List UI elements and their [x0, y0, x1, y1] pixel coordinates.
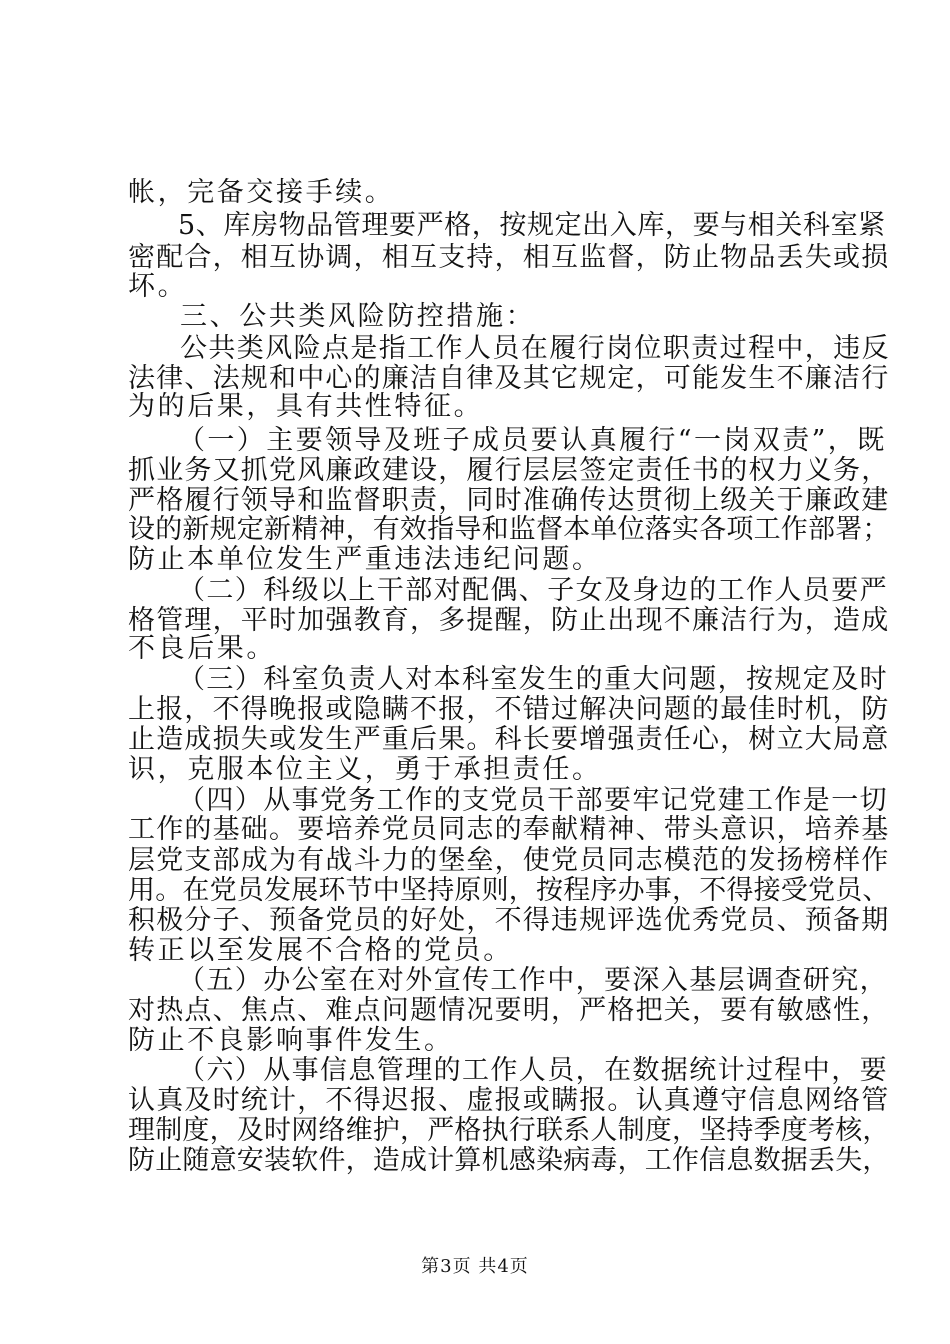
section-heading: 三、公共类风险防控措施： [180, 301, 536, 332]
text-line: 积极分子、预备党员的好处，不得违规评选优秀党员、预备期 [128, 905, 890, 936]
text-line: 理制度，及时网络维护，严格执行联系人制度，坚持季度考核， [128, 1115, 890, 1146]
text-line: （一）主要领导及班子成员要认真履行“一岗双责”，既 [178, 425, 887, 456]
text-line: 防止随意安装软件，造成计算机感染病毒，工作信息数据丢失， [128, 1145, 890, 1176]
text-line: 帐，完备交接手续。 [128, 177, 395, 208]
text-line: 认真及时统计，不得迟报、虚报或瞒报。认真遵守信息网络管 [128, 1085, 890, 1116]
text-line: （五）办公室在对外宣传工作中，要深入基层调查研究， [178, 965, 888, 996]
text-line: 止造成损失或发生严重后果。科长要增强责任心，树立大局意 [128, 724, 890, 755]
text-line: 不良后果。 [128, 633, 276, 664]
text-line: 防止本单位发生严重违法违纪问题。 [128, 544, 602, 575]
text-line: （二）科级以上干部对配偶、子女及身边的工作人员要严 [178, 575, 888, 606]
text-line: 转正以至发展不合格的党员。 [128, 935, 513, 966]
text-line: 设的新规定新精神，有效指导和监督本单位落实各项工作部署； [128, 514, 890, 545]
text-line: 层党支部成为有战斗力的堡垒，使党员同志模范的发扬榜样作 [128, 845, 890, 876]
page-number: 第3页 共4页 [421, 1256, 529, 1277]
text-line: 法律、法规和中心的廉洁自律及其它规定，可能发生不廉洁行 [128, 363, 890, 394]
text-line: 公共类风险点是指工作人员在履行岗位职责过程中，违反 [180, 333, 890, 364]
text-line: 密配合，相互协调，相互支持，相互监督，防止物品丢失或损 [128, 242, 890, 273]
text-line: 5、库房物品管理要严格，按规定出入库，要与相关科室紧 [178, 210, 886, 241]
text-line: 为的后果，具有共性特征。 [128, 391, 484, 422]
text-line: 防止不良影响事件发生。 [128, 1025, 454, 1056]
text-line: 识，克服本位主义，勇于承担责任。 [128, 754, 602, 785]
text-line: 坏。 [128, 271, 188, 302]
text-line: 用。在党员发展环节中坚持原则，按程序办事，不得接受党员、 [128, 875, 890, 906]
text-line: （四）从事党务工作的支党员干部要牢记党建工作是一切 [178, 785, 888, 816]
text-line: 抓业务又抓党风廉政建设，履行层层签定责任书的权力义务， [128, 455, 890, 486]
text-line: 上报，不得晚报或隐瞒不报，不错过解决问题的最佳时机，防 [128, 694, 890, 725]
text-line: （三）科室负责人对本科室发生的重大问题，按规定及时 [178, 664, 888, 695]
text-line: 格管理，平时加强教育，多提醒，防止出现不廉洁行为，造成 [128, 605, 890, 636]
text-line: 工作的基础。要培养党员同志的奉献精神、带头意识，培养基 [128, 814, 890, 845]
text-line: 对热点、焦点、难点问题情况要明，严格把关，要有敏感性， [128, 995, 890, 1026]
text-line: （六）从事信息管理的工作人员，在数据统计过程中，要 [178, 1055, 888, 1086]
text-line: 严格履行领导和监督职责，同时准确传达贯彻上级关于廉政建 [128, 485, 890, 516]
